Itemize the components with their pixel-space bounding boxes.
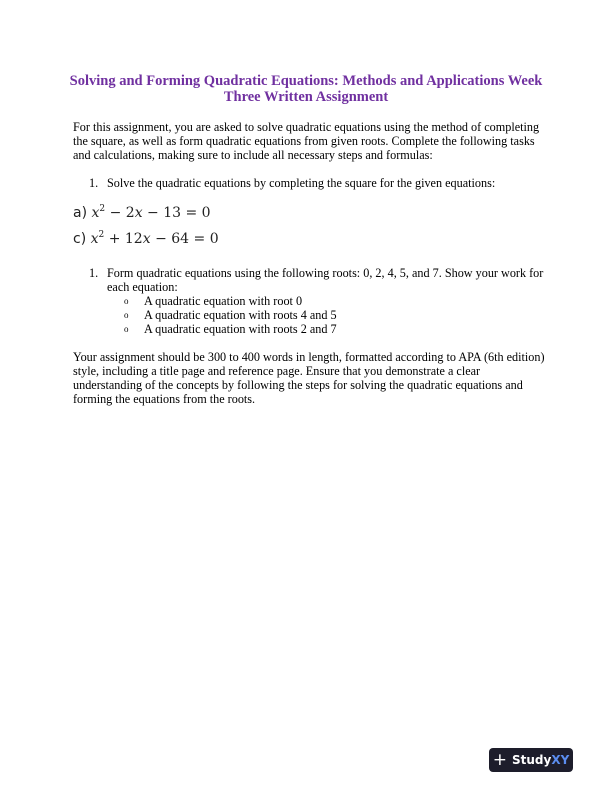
equation-expression: $x^2 - 2x - 13 = 0$	[91, 204, 211, 221]
plus-icon: +	[492, 749, 507, 770]
list-item-text: A quadratic equation with roots 4 and 5	[144, 308, 337, 322]
task-item-1	[89, 176, 555, 190]
task-text: Solve the quadratic equations by completing the square for the given equations:	[107, 176, 496, 190]
task-text: Form quadratic equations using the following roots: 0, 2, 4, 5, and 7. Show your work for each equation:	[107, 266, 544, 294]
list-item-text: A quadratic equation with roots 2 and 7	[144, 322, 337, 336]
task-item-2	[89, 266, 555, 294]
circle-bullet-icon: o	[124, 324, 129, 334]
list-item-text: A quadratic equation with root 0	[144, 294, 303, 308]
equation-expression: $x^2 + 12x - 64 = 0$	[90, 230, 219, 247]
task-number: 1.	[89, 176, 99, 190]
circle-bullet-icon: o	[124, 296, 129, 306]
task-number: 1.	[89, 266, 99, 280]
equation-c	[73, 231, 219, 247]
document-title: Solving and Forming Quadratic Equations: Methods and Applications Week Three Written Assignment	[69, 73, 543, 105]
list-item	[124, 308, 337, 322]
circle-bullet-icon: o	[124, 310, 129, 320]
list-item	[124, 294, 337, 308]
brand-name: StudyXY	[511, 753, 570, 767]
intro-paragraph: For this assignment, you are asked to solve quadratic equations using the method of completing the square, as well as form quadratic equations from given roots. Complete the following tasks and calculations, making sure to include all necessary steps and formulas:	[73, 120, 540, 162]
equation-label: a)	[73, 205, 88, 221]
list-item	[124, 322, 337, 336]
equation-a	[73, 205, 211, 221]
roots-sub-list	[124, 294, 337, 336]
equation-label: c)	[73, 231, 87, 247]
studyxy-badge[interactable]	[489, 748, 573, 772]
closing-paragraph: Your assignment should be 300 to 400 words in length, formatted according to APA (6th edition) style, including a title page and reference page. Ensure that you demonstrate a clear understanding of the concepts by following the steps for solving the quadratic equations and forming the equations from the roots.	[73, 350, 545, 406]
